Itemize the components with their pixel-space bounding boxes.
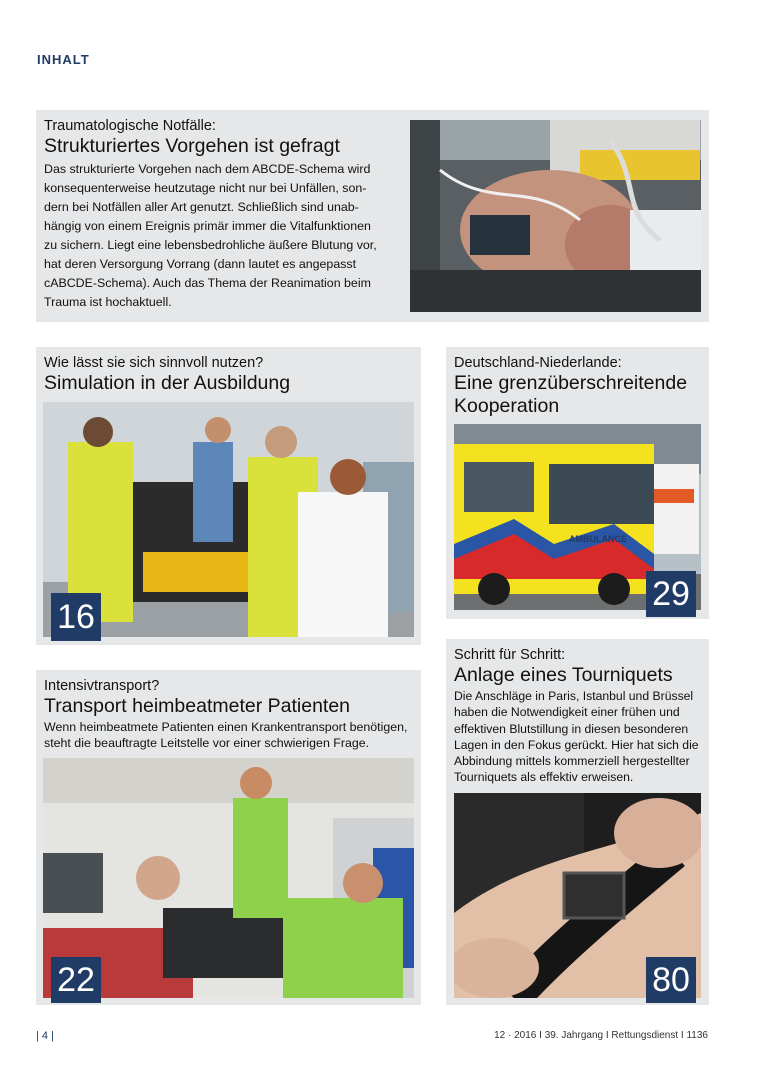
ambulance-text: AMBULANCE [569,534,627,544]
footer-page-number: 4 [41,1030,49,1042]
divider-bar: | [48,1030,54,1042]
article-kooperation[interactable] [446,347,709,619]
body-line: zu sichern. Liegt eine lebensbedrohliche äußere Blutung vor, [44,238,377,252]
footer-issue: 12 · 2016 [494,1030,537,1041]
body-line: Abbindung mittels kommerziell hergestellter [454,754,690,769]
article-headline: Simulation in der Ausbildung [44,372,291,394]
article-trauma[interactable] [36,110,709,322]
page-number-badge[interactable]: 29 [646,571,696,617]
footer-magazine: Rettungsdienst [611,1030,679,1041]
body-line: Die Anschläge in Paris, Istanbul und Brüssel [454,689,694,703]
page-number-badge[interactable]: 80 [646,957,696,1003]
body-line: haben die Notwendigkeit einer frühen und [454,705,680,720]
article-headline: Eine grenzüberschreitende [454,372,688,394]
body-line: Tourniquets als effektiv erweisen. [454,770,634,785]
body-line: dern bei Notfällen aller Art genutzt. Schließlich sind unab- [44,200,359,214]
article-kicker: Traumatologische Notfälle: [44,118,216,134]
body-line: Wenn heimbeatmete Patienten einen Krankentransport benötigen, [44,720,408,734]
footer-volume: 39. Jahrgang [544,1030,604,1041]
article-simulation[interactable] [36,347,421,645]
body-line: Das strukturierte Vorgehen nach dem ABCDE-Schema wird [44,162,371,176]
trauma-photo [410,120,701,312]
body-line: Trauma ist hochaktuell. [44,295,172,309]
article-headline: Strukturiertes Vorgehen ist gefragt [44,135,340,157]
article-kicker: Schritt für Schritt: [454,647,566,663]
footer-issue-info [494,1030,708,1041]
body-line: hängig von einem Ereignis primär immer die Vitalfunktionen [44,219,371,233]
divider-bar: I [605,1030,612,1041]
footer-code: 1136 [686,1030,708,1041]
article-headline: Anlage eines Tourniquets [454,664,673,686]
body-line: effektiven Blutstillung in diesen besonderen [454,721,689,736]
page-number-badge[interactable]: 16 [51,593,101,641]
article-tourniquet[interactable] [446,639,709,1005]
body-line: steht die beauftragte Leitstelle vor einer schwierigen Frage. [44,736,370,750]
body-line: Lagen in den Fokus gerückt. Hier hat sich die [454,737,699,752]
article-kicker: Intensivtransport? [44,678,160,694]
footer-page [36,1030,54,1042]
divider-bar: | [36,1030,42,1042]
article-kicker: Deutschland-Niederlande: [454,355,622,371]
divider-bar: I [680,1030,687,1041]
article-headline: Kooperation [454,395,560,417]
article-headline: Transport heimbeatmeter Patienten [44,695,351,717]
section-label: INHALT [37,52,90,67]
page-number-badge[interactable]: 22 [51,957,101,1003]
body-line: konsequenterweise heutzutage nicht nur bei Unfällen, son- [44,181,367,195]
divider-bar: I [539,1030,545,1041]
body-line: hat deren Versorgung Vorrang (dann lautet es angepasst [44,257,357,271]
article-kicker: Wie lässt sie sich sinnvoll nutzen? [44,355,264,371]
article-heimbeatmung[interactable] [36,670,421,1005]
body-line: cABCDE-Schema). Auch das Thema der Reanimation beim [44,276,371,290]
